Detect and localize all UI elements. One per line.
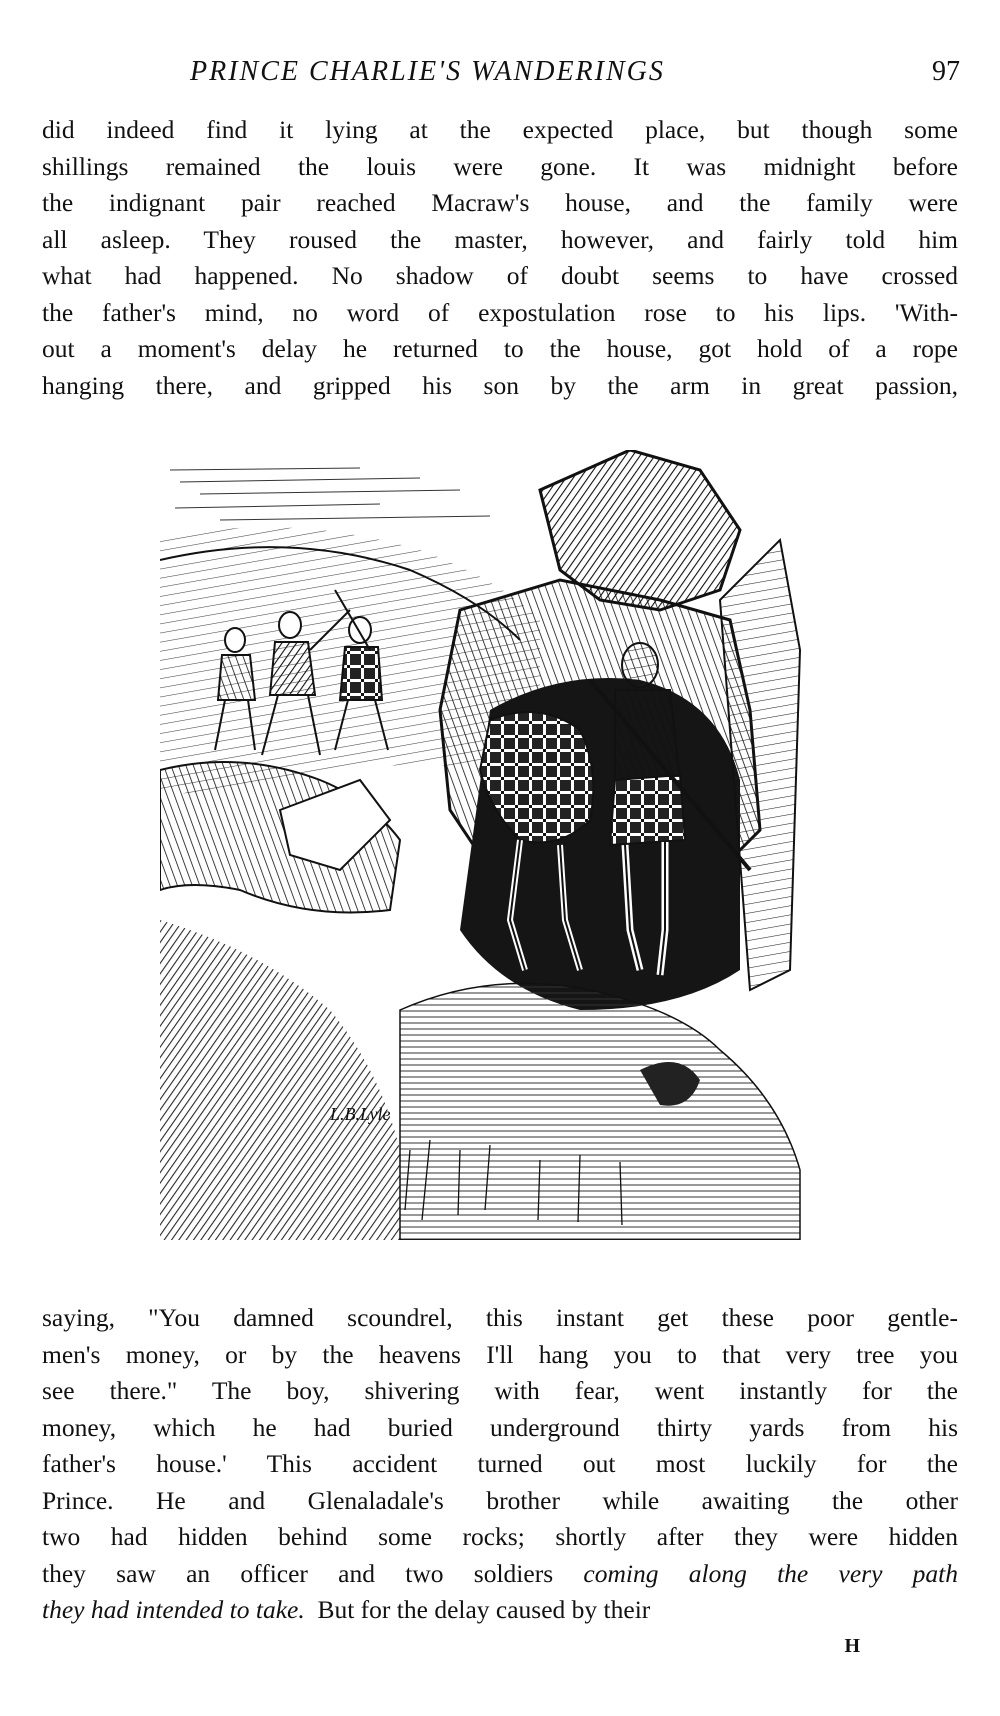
text-line: saying, "You damned scoundrel, this instant get these poor gentle- [42,1303,958,1332]
text-line: hanging there, and gripped his son by the arm in great passion, [42,370,958,400]
text-line [42,1556,958,1593]
running-title: PRINCE CHARLIE'S WANDERINGS [190,56,665,87]
text-line: money, which he had buried underground thirty yards from his [42,1412,958,1442]
paragraph-bottom [42,1300,958,1629]
illustration-highlanders-hiding [160,450,820,1240]
text-line: out a moment's delay he returned to the house, got hold of a rope [42,334,958,363]
text-line: Prince. He and Glenaladale's brother while awaiting the other [42,1485,958,1515]
page-number: 97 [932,56,960,87]
text-line: all asleep. They roused the master, however, and fairly told him [42,224,958,254]
italic-fragment: coming along the very path [583,1558,958,1588]
ground-lower-left [160,920,400,1240]
text-line: see there." The boy, shivering with fear, went instantly for the [42,1376,958,1405]
text-line: the indignant pair reached Macraw's house, and the family were [42,188,958,217]
text-fragment: But for the delay caused by their [317,1595,651,1624]
text-line: the father's mind, no word of expostulation rose to his lips. 'With- [42,297,958,327]
text-line: two had hidden behind some rocks; shortly after they were hidden [42,1522,958,1551]
paragraph-top [42,112,958,404]
foreground-path [400,983,800,1240]
artist-signature: L.B.Lyle [330,1104,391,1124]
signature-mark: H [844,1635,860,1657]
page-header [40,56,960,96]
text-line: men's money, or by the heavens I'll hang you to that very tree you [42,1339,958,1369]
text-line: father's house.' This accident turned out most luckily for the [42,1449,958,1478]
text-fragment: they saw an officer and two soldiers [42,1558,554,1588]
text-line: what had happened. No shadow of doubt seems to have crossed [42,261,958,290]
sky-strokes [170,468,490,520]
text-line: shillings remained the louis were gone. It was midnight before [42,151,958,181]
text-line: did indeed find it lying at the expected place, but though some [42,115,958,144]
text-line [42,1592,958,1629]
italic-fragment: they had intended to take. [42,1595,305,1624]
